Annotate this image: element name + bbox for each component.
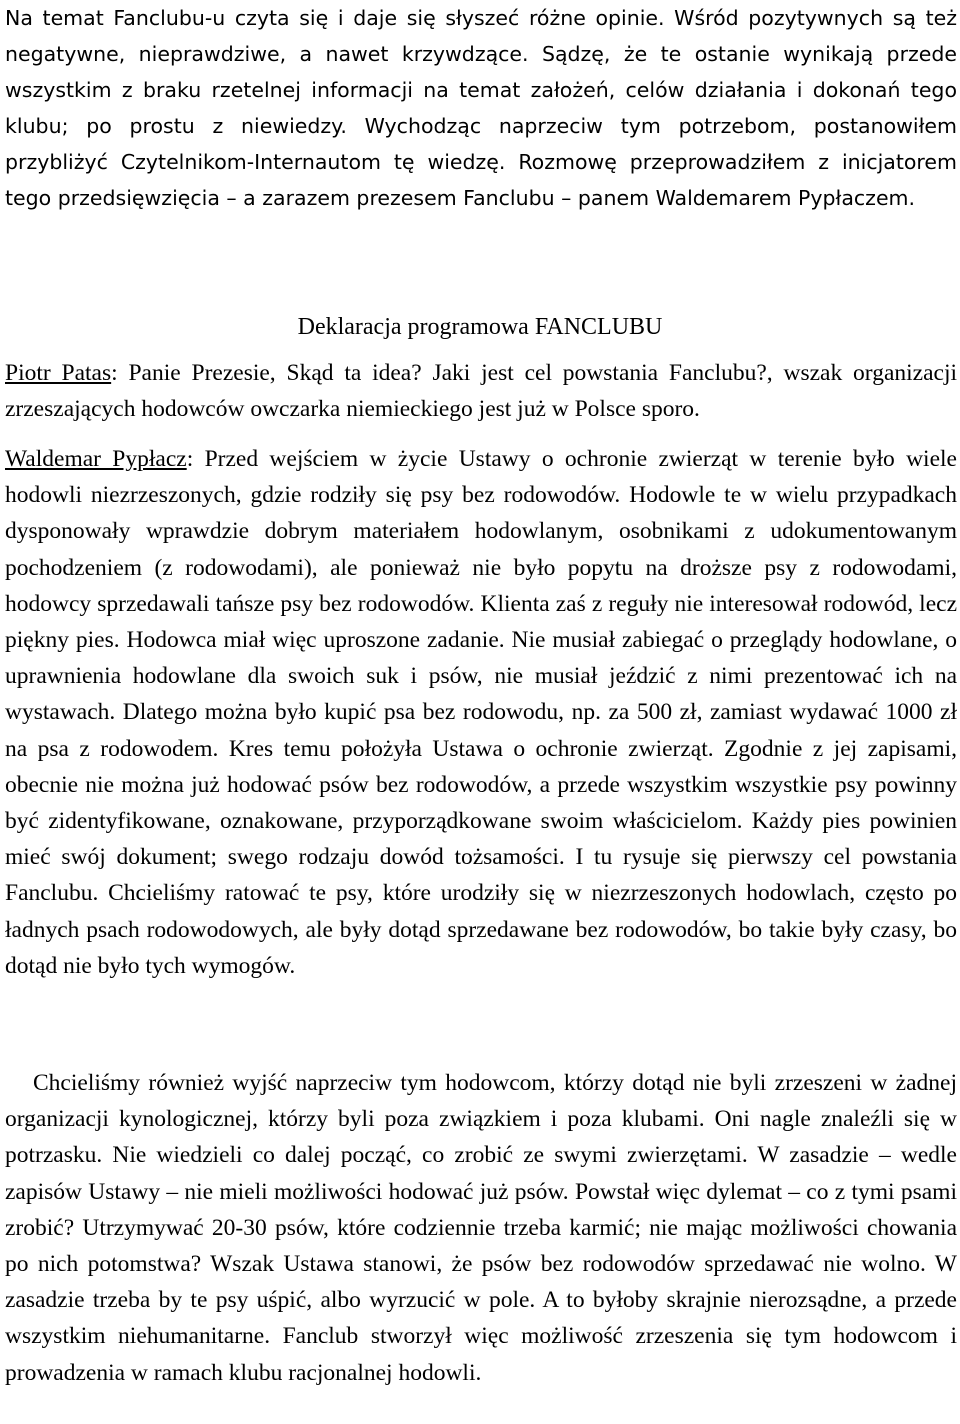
answer-paragraph	[5, 441, 957, 984]
question-paragraph	[5, 355, 957, 427]
answer-continuation-paragraph	[5, 1065, 957, 1391]
interviewee-name: Waldemar Pypłacz	[5, 446, 187, 472]
question-text: : Panie Prezesie, Skąd ta idea? Jaki jest cel powstania Fanclubu?, wszak organizacji zrzeszających hodowców owczarka niemieckiego jest już w Polsce sporo.	[5, 360, 957, 423]
section-heading: Deklaracja programowa FANCLUBU	[297, 314, 663, 340]
intro-paragraph: Na temat Fanclubu-u czyta się i daje się słyszeć różne opinie. Wśród pozytywnych są też negatywne, nieprawdziwe, a nawet krzywdzące. Sądzę, że te ostanie wynikają przede wszystkim z braku rzetelnej informacji na temat założeń, celów działania i dokonań tego klubu; po prostu z niewiedzy. Wychodząc naprzeciw tym potrzebom, postanowiłem przybliżyć Czytelnikom-Internautom tę wiedzę. Rozmowę przeprowadziłem z inicjatorem tego przedsięwzięcia – a zarazem prezesem Fanclubu – panem Waldemarem Pypłaczem.	[5, 6, 957, 210]
continuation-text: Chcieliśmy również wyjść naprzeciw tym hodowcom, którzy dotąd nie byli zrzeszeni w żadnej organizacji kynologicznej, którzy byli poza związkiem i poza klubami. Oni nagle znaleźli się w potrzasku. Nie wiedzieli co dalej począć, co zrobić ze swymi zwierzętami. W zasadzie – wedle zapisów Ustawy – nie mieli możliwości hodować już psów. Powstał więc dylemat – co z tymi psami zrobić? Utrzymywać 20-30 psów, które codziennie trzeba karmić; nie mając możliwości chowania po nich potomstwa? Wszak Ustawa stanowi, że psów bez rodowodów sprzedawać nie wolno. W zasadzie trzeba by te psy uśpić, albo wyrzucić w pole. A to byłoby skrajnie nierozsądne, a przede wszystkim niehumanitarne. Fanclub stworzył więc możliwość zrzeszenia się tym hodowcom i prowadzenia w ramach klubu racjonalnej hodowli.	[5, 1070, 957, 1386]
answer-text: : Przed wejściem w życie Ustawy o ochronie zwierząt w terenie było wiele hodowli niezrzeszonych, gdzie rodziły się psy bez rodowodów. Hodowle te w wielu przypadkach dysponowały wprawdzie dobrym materiałem hodowlanym, osobnikami z udokumentowanym pochodzeniem (z rodowodami), ale ponieważ nie było popytu na droższe psy z rodowodami, hodowcy sprzedawali tańsze psy bez rodowodów. Klienta zaś z reguły nie interesował rodowód, lecz piękny pies. Hodowca miał więc uproszone zadanie. Nie musiał zabiegać o przeglądy hodowlane, o uprawnienia hodowlane dla swoich suk i psów, nie musiał jeździć z nimi prezentować ich na wystawach. Dlatego można było kupić psa bez rodowodu, np. za 500 zł, zamiast wydawać 1000 zł na psa z rodowodem. Kres temu położyła Ustawa o ochronie zwierząt. Zgodnie z jej zapisami, obecnie nie można już hodować psów bez rodowodów, a przede wszystkim wszystkie psy powinny być zidentyfikowane, oznakowane, przyporządkowane swoim właścicielom. Każdy pies powinien mieć swój dokument; swego rodzaju dowód tożsamości. I tu rysuje się pierwszy cel powstania Fanclubu. Chcieliśmy ratować te psy, które urodziły się w niezrzeszonych hodowlach, często po ładnych psach rodowodowych, ale były dotąd sprzedawane bez rodowodów, bo takie były czasy, bo dotąd nie było tych wymogów.	[5, 446, 957, 979]
interviewer-name: Piotr Patas	[5, 360, 112, 386]
